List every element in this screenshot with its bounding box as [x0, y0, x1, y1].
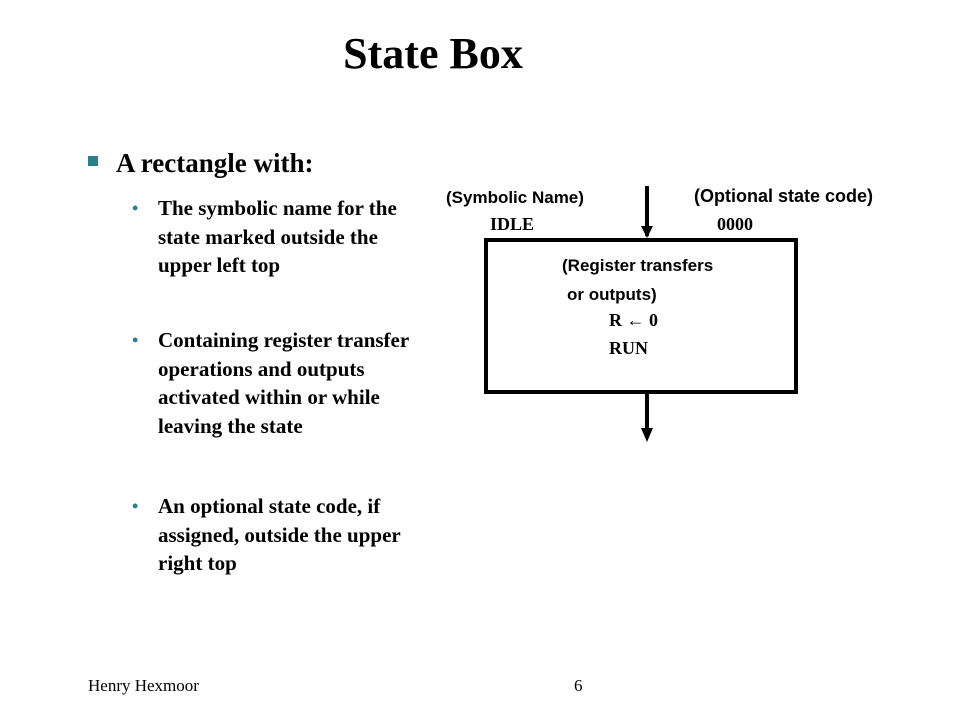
entry-arrowhead-icon [641, 226, 653, 238]
register-transfers-label: or outputs) [567, 285, 657, 304]
slide-title: State Box [343, 29, 523, 78]
page-number: 6 [574, 676, 583, 695]
state-name: IDLE [490, 214, 535, 234]
register-transfer-op: R ← 0 [609, 310, 658, 330]
footer-author: Henry Hexmoor [88, 676, 199, 695]
dot-bullet-icon: • [132, 330, 139, 350]
sub-bullet-text: An optional state code, if assigned, outside the upper right top [158, 494, 401, 575]
main-bullet-text: A rectangle with: [116, 148, 314, 178]
dot-bullet-icon: • [132, 496, 139, 516]
exit-arrowhead-icon [641, 428, 653, 442]
symbolic-name-label: (Symbolic Name) [446, 188, 584, 207]
state-code: 0000 [717, 214, 753, 234]
state-code-label: (Optional state code) [694, 186, 874, 206]
sub-bullet-text: Containing register transfer operations and outputs activated within or while leaving the state [158, 328, 409, 438]
dot-bullet-icon: • [132, 198, 139, 218]
output-signal: RUN [609, 338, 648, 358]
sub-bullet-text: The symbolic name for the state marked outside the upper left top [158, 196, 397, 277]
register-transfers-label: (Register transfers [562, 256, 714, 275]
